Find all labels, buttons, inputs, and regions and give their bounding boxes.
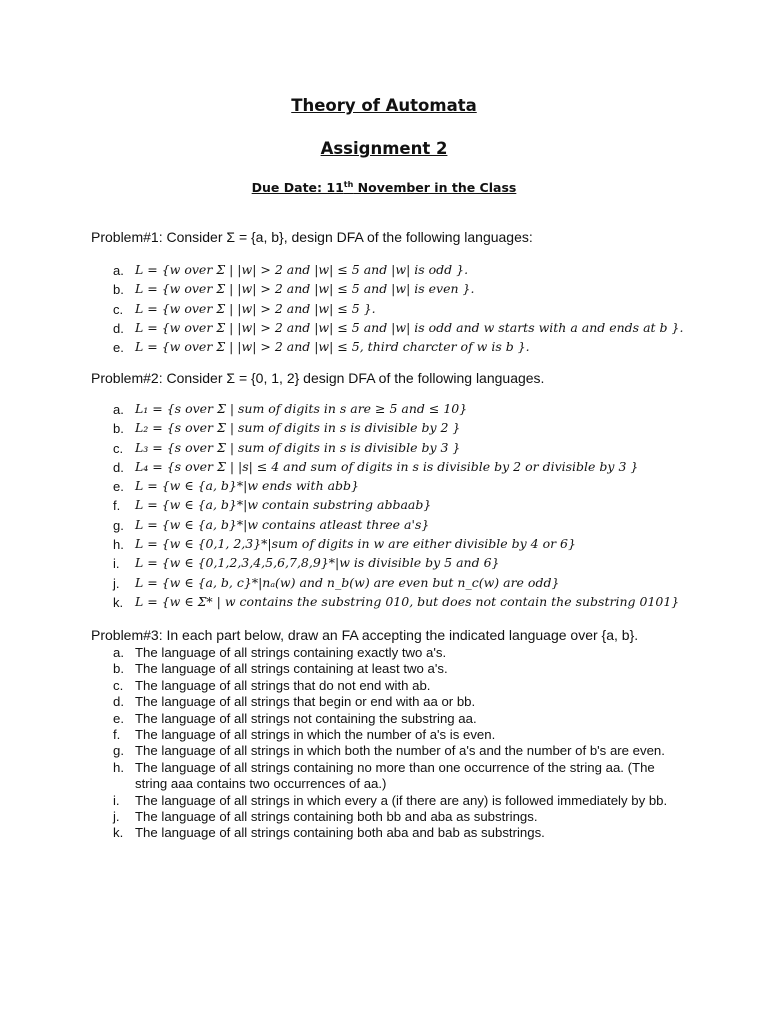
problem1-list [91, 261, 751, 357]
item-text: L = {w ∈ Σ* | w contains the substring 010, but does not contain the substring 0101} [135, 593, 680, 609]
due-date-superscript: th [343, 180, 354, 189]
list-item [91, 743, 671, 759]
item-text: L = {w ∈ {0,1,2,3,4,5,6,7,8,9}*|w is divisible by 5 and 6} [135, 555, 500, 571]
item-text: L = {w over Σ | |w| > 2 and |w| ≤ 5, third charcter of w is b }. [135, 339, 530, 355]
item-text: L = {w ∈ {a, b, c}*|nₐ(w) and n_b(w) are even but n_c(w) are odd} [135, 574, 560, 590]
item-marker: i. [113, 792, 120, 808]
problem1-heading: Problem#1: Consider Σ = {a, b}, design DFA of the following languages: [91, 229, 533, 245]
item-text: L₂ = {s over Σ | sum of digits in s is divisible by 2 } [135, 420, 461, 436]
list-item [91, 711, 671, 727]
due-date [0, 180, 768, 195]
item-marker: a. [113, 402, 124, 417]
item-marker: d. [113, 459, 124, 475]
list-item [91, 280, 751, 299]
list-item [91, 300, 751, 319]
item-marker: i. [113, 556, 120, 572]
item-marker: j. [113, 809, 120, 825]
list-item [91, 645, 671, 661]
item-marker: a. [113, 645, 124, 660]
list-item [91, 661, 671, 677]
item-marker: g. [113, 517, 124, 533]
list-item [91, 727, 671, 743]
problem2-heading: Problem#2: Consider Σ = {0, 1, 2} design DFA of the following languages. [91, 370, 545, 386]
list-item [91, 516, 751, 535]
list-item [91, 400, 751, 419]
item-text: The language of all strings not containing the substring aa. [135, 710, 477, 726]
item-text: The language of all strings containing no more than one occurrence of the string aa. (The string aaa contains two occurrences of aa.) [135, 759, 655, 792]
list-item [91, 338, 751, 357]
item-text: L = {w ∈ {a, b}*|w contains atleast three a's} [135, 516, 430, 532]
item-marker: a. [113, 263, 124, 278]
list-item [91, 678, 671, 694]
item-marker: e. [113, 479, 124, 495]
item-text: L = {w ∈ {a, b}*|w ends with abb} [135, 478, 360, 494]
item-text: L = {w ∈ {a, b}*|w contain substring abbaab} [135, 497, 432, 513]
item-marker: c. [113, 677, 124, 693]
list-item [91, 593, 751, 612]
list-item [91, 554, 751, 573]
item-marker: d. [113, 320, 124, 336]
item-text: L₁ = {s over Σ | sum of digits in s are ≥ 5 and ≤ 10} [135, 401, 468, 416]
item-marker: e. [113, 340, 124, 356]
item-marker: b. [113, 661, 124, 677]
item-text: The language of all strings containing at least two a's. [135, 661, 448, 677]
item-text: The language of all strings containing both aba and bab as substrings. [135, 825, 545, 841]
problem3-heading: Problem#3: In each part below, draw an FA accepting the indicated language over {a, b}. [91, 627, 639, 643]
list-item [91, 477, 751, 496]
item-text: L = {w over Σ | |w| > 2 and |w| ≤ 5 }. [135, 300, 376, 316]
list-item [91, 535, 751, 554]
list-item [91, 809, 671, 825]
item-text: The language of all strings in which every a (if there are any) is followed immediately by bb. [135, 792, 668, 808]
list-item [91, 694, 671, 710]
assignment-subtitle: Assignment 2 [320, 139, 448, 158]
list-item [91, 458, 751, 477]
item-text: The language of all strings containing both bb and aba as substrings. [135, 809, 538, 825]
item-marker: f. [113, 498, 121, 514]
item-text: L = {w over Σ | |w| > 2 and |w| ≤ 5 and |w| is even }. [135, 281, 475, 297]
item-marker: h. [113, 759, 124, 775]
item-text: L₃ = {s over Σ | sum of digits in s is divisible by 3 } [135, 439, 461, 455]
item-text: L = {w over Σ | |w| > 2 and |w| ≤ 5 and |w| is odd }. [135, 262, 469, 277]
list-item [91, 825, 671, 841]
item-text: L₄ = {s over Σ | |s| ≤ 4 and sum of digits in s is divisible by 2 or divisible by 3 } [135, 458, 639, 474]
list-item [91, 760, 671, 793]
item-marker: k. [113, 594, 124, 610]
due-date-suffix: November in the Class [353, 180, 517, 196]
list-item [91, 439, 751, 458]
item-text: The language of all strings in which both the number of a's and the number of b's are even. [135, 743, 665, 759]
item-marker: c. [113, 301, 124, 317]
item-marker: e. [113, 710, 124, 726]
item-text: L = {w over Σ | |w| > 2 and |w| ≤ 5 and |w| is odd and w starts with a and ends at b }. [135, 319, 684, 335]
item-text: The language of all strings in which the number of a's is even. [135, 727, 496, 743]
item-marker: d. [113, 694, 124, 710]
item-text: L = {w ∈ {0,1, 2,3}*|sum of digits in w are either divisible by 4 or 6} [135, 536, 576, 552]
problem2-list [91, 400, 751, 612]
list-item [91, 496, 751, 515]
list-item [91, 574, 751, 593]
list-item [91, 419, 751, 438]
problem3-list [91, 645, 671, 842]
item-marker: f. [113, 727, 121, 743]
item-marker: b. [113, 421, 124, 437]
item-text: The language of all strings containing exactly two a's. [135, 645, 447, 660]
due-date-prefix: Due Date: 11 [251, 180, 344, 196]
item-marker: b. [113, 282, 124, 298]
item-marker: c. [113, 440, 124, 456]
item-marker: h. [113, 537, 124, 553]
item-marker: g. [113, 743, 124, 759]
item-marker: k. [113, 825, 124, 841]
list-item [91, 261, 751, 280]
list-item [91, 319, 751, 338]
item-text: The language of all strings that begin or end with aa or bb. [135, 694, 476, 710]
list-item [91, 793, 671, 809]
item-text: The language of all strings that do not end with ab. [135, 677, 431, 693]
document-title: Theory of Automata [291, 96, 477, 115]
item-marker: j. [113, 575, 120, 591]
